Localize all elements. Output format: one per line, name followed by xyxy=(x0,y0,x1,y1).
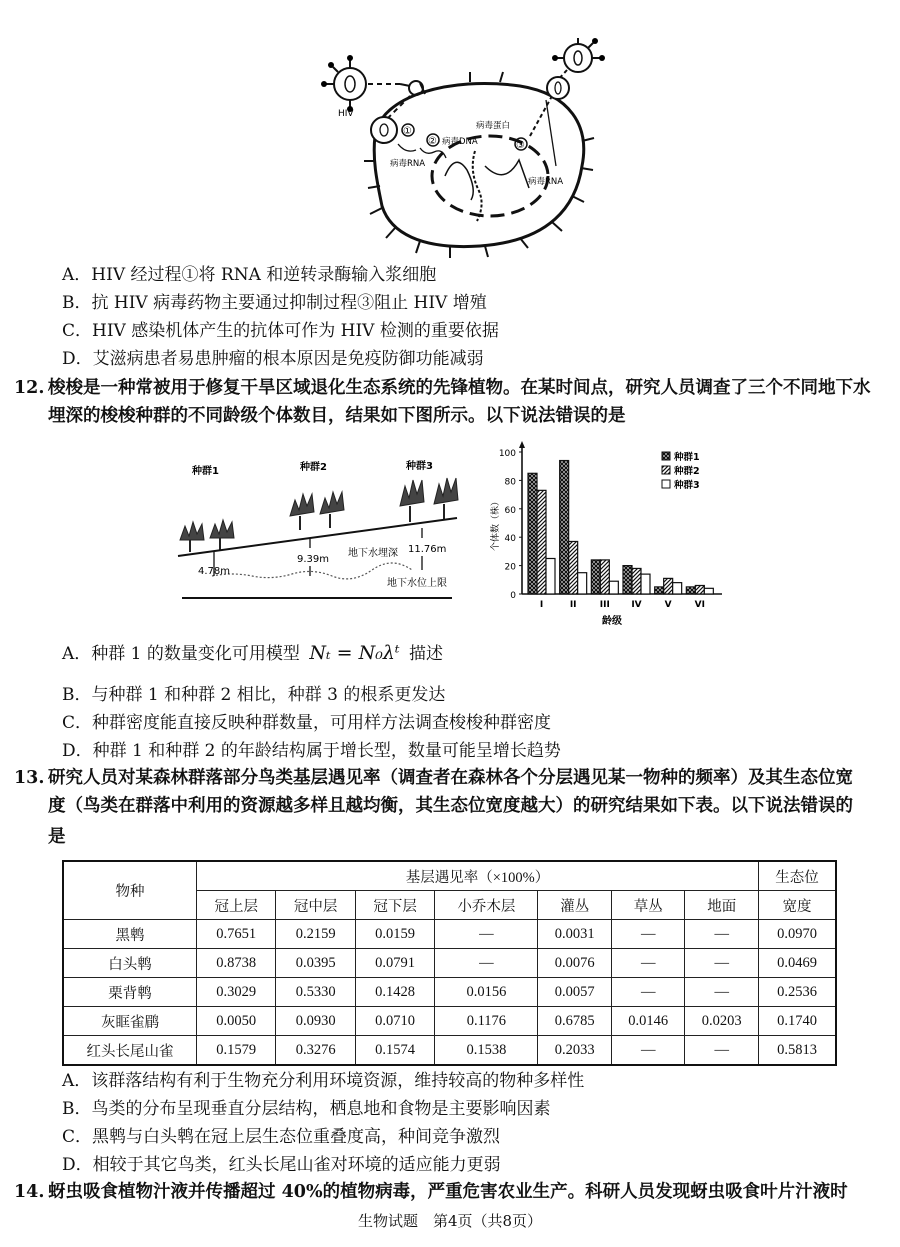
q13-number: 13. xyxy=(14,768,45,788)
encounter-rate-cell: — xyxy=(685,978,759,1007)
encounter-rate-cell: 0.3276 xyxy=(276,1036,355,1066)
encounter-rate-cell: — xyxy=(435,949,538,978)
encounter-rate-cell: — xyxy=(611,978,685,1007)
q11-option-b: B．抗 HIV 病毒药物主要通过抑制过程③阻止 HIV 增殖 xyxy=(62,293,487,313)
x-axis-label: 龄级 xyxy=(602,616,622,627)
encounter-rate-cell: 0.0395 xyxy=(276,949,355,978)
y-axis-arrow-icon xyxy=(519,441,525,448)
encounter-rate-cell: — xyxy=(611,920,685,949)
q12-option-a-formula: Nₜ = N₀λᵗ xyxy=(309,642,400,664)
bar-种群2 xyxy=(600,560,609,594)
q11-option-c: C．HIV 感染机体产生的抗体可作为 HIV 检测的重要依据 xyxy=(62,321,499,341)
encounter-rate-cell: 0.0076 xyxy=(538,949,612,978)
layer-header: 小乔木层 xyxy=(435,891,538,920)
legend-swatch xyxy=(662,480,670,488)
niche-width-cell: 0.2536 xyxy=(759,978,837,1007)
y-tick-label: 20 xyxy=(504,562,516,573)
encounter-rate-cell: 0.0159 xyxy=(355,920,434,949)
niche-width-cell: 0.0970 xyxy=(759,920,837,949)
step2-label: ② xyxy=(428,136,437,147)
species-name-cell: 栗背鹎 xyxy=(63,978,197,1007)
bar-种群2 xyxy=(664,578,673,594)
encounter-rate-cell: 0.0146 xyxy=(611,1007,685,1036)
q11-option-a: A．HIV 经过程①将 RNA 和逆转录酶输入浆细胞 xyxy=(62,265,437,285)
bar-种群2 xyxy=(632,568,641,594)
species-header: 物种 xyxy=(63,861,197,920)
hiv-label: HIV xyxy=(338,109,354,119)
encounter-rate-cell: — xyxy=(611,949,685,978)
q11-option-d: D．艾滋病患者易患肿瘤的根本原因是免疫防御功能减弱 xyxy=(62,349,484,369)
table-row xyxy=(63,978,836,1007)
q13-stem-line2: 度（鸟类在群落中利用的资源越多样且越均衡，其生态位宽度越大）的研究结果如下表。以下说法错误的 xyxy=(48,796,853,816)
depth1-label: 4.78m xyxy=(198,566,231,577)
encounter-rate-cell: 0.6785 xyxy=(538,1007,612,1036)
hiv-infection-diagram xyxy=(320,36,610,258)
x-tick-label: V xyxy=(664,600,672,610)
table-row xyxy=(63,1007,836,1036)
page-footer: 生物试题 第4页（共8页） xyxy=(357,1212,543,1230)
hiv-virion-released xyxy=(552,38,605,72)
bar-种群3 xyxy=(609,581,618,594)
y-tick-label: 40 xyxy=(504,534,516,545)
layer-header: 冠上层 xyxy=(197,891,276,920)
encounter-rate-cell: 0.5330 xyxy=(276,978,355,1007)
q13-option-c: C．黑鹎与白头鹎在冠上层生态位重叠度高，种间竞争激烈 xyxy=(62,1127,501,1147)
encounter-rate-header: 基层遇见率（×100%） xyxy=(197,861,759,891)
encounter-rate-cell: — xyxy=(685,949,759,978)
y-tick-label: 0 xyxy=(510,591,516,601)
q12-option-a xyxy=(62,642,443,665)
q12-option-a-text: A．种群 1 的数量变化可用模型 xyxy=(62,644,300,664)
bar-种群2 xyxy=(537,490,546,594)
encounter-rate-cell: 0.1574 xyxy=(355,1036,434,1066)
q14-number: 14. xyxy=(14,1182,45,1202)
q12-option-b: B．与种群 1 和种群 2 相比，种群 3 的根系更发达 xyxy=(62,685,446,705)
encounter-rate-cell: 0.0050 xyxy=(197,1007,276,1036)
x-tick-label: II xyxy=(569,600,577,610)
age-class-bar-chart xyxy=(486,440,756,628)
encounter-rate-cell: 0.0156 xyxy=(435,978,538,1007)
groundwater-limit-label: 地下水位上限 xyxy=(387,578,447,589)
q12-stem-line1: 梭梭是一种常被用于修复干旱区域退化生态系统的先锋植物。在某时间点，研究人员调查了三个不同地下水 xyxy=(48,378,871,398)
legend-label: 种群2 xyxy=(674,466,700,477)
encounter-rate-cell: 0.0930 xyxy=(276,1007,355,1036)
encounter-rate-cell: 0.1428 xyxy=(355,978,434,1007)
step1-label: ① xyxy=(403,126,412,137)
niche-width-cell: 0.5813 xyxy=(759,1036,837,1066)
encounter-rate-cell: 0.3029 xyxy=(197,978,276,1007)
depth2-label: 9.39m xyxy=(297,554,330,565)
viral-protein-label: 病毒蛋白 xyxy=(476,121,511,131)
legend-label: 种群3 xyxy=(674,480,700,491)
encounter-rate-cell: 0.1176 xyxy=(435,1007,538,1036)
layer-header: 冠中层 xyxy=(276,891,355,920)
encounter-rate-cell: — xyxy=(611,1036,685,1066)
encounter-rate-cell: 0.1579 xyxy=(197,1036,276,1066)
niche-width-header-1: 生态位 xyxy=(759,861,837,891)
viral-rna-right-label: 病毒RNA xyxy=(528,177,564,187)
encounter-rate-cell: 0.1538 xyxy=(435,1036,538,1066)
bar-种群2 xyxy=(695,585,704,594)
bar-种群1 xyxy=(528,473,537,594)
legend-label: 种群1 xyxy=(674,452,700,463)
encounter-rate-cell: 0.0791 xyxy=(355,949,434,978)
q13-option-a: A．该群落结构有利于生物充分利用环境资源，维持较高的物种多样性 xyxy=(62,1071,585,1091)
q12-stem-line2: 埋深的梭梭种群的不同龄级个体数目，结果如下图所示。以下说法错误的是 xyxy=(48,406,626,426)
q13-option-b: B．鸟类的分布呈现垂直分层结构，栖息地和食物是主要影响因素 xyxy=(62,1099,551,1119)
species-name-cell: 红头长尾山雀 xyxy=(63,1036,197,1066)
groundwater-depth-label: 地下水埋深 xyxy=(348,548,398,559)
legend-swatch xyxy=(662,452,670,460)
pop2-label: 种群2 xyxy=(300,462,327,473)
bar-种群3 xyxy=(641,574,650,594)
encounter-rate-cell: 0.0031 xyxy=(538,920,612,949)
nucleus xyxy=(432,136,548,216)
y-tick-label: 100 xyxy=(498,449,516,459)
species-name-cell: 白头鹎 xyxy=(63,949,197,978)
viral-dna-label: 病毒DNA xyxy=(442,137,478,147)
x-tick-label: IV xyxy=(631,600,642,610)
encounter-rate-cell: 0.2159 xyxy=(276,920,355,949)
shrub-icons xyxy=(180,478,458,552)
encounter-rate-cell: 0.2033 xyxy=(538,1036,612,1066)
bar-种群1 xyxy=(591,560,600,594)
bar-种群3 xyxy=(704,588,713,594)
y-tick-label: 80 xyxy=(504,477,516,488)
x-tick-label: I xyxy=(539,600,544,610)
q12-option-d: D．种群 1 和种群 2 的年龄结构属于增长型，数量可能呈增长趋势 xyxy=(62,741,561,761)
pop3-label: 种群3 xyxy=(406,461,433,472)
bar-种群2 xyxy=(569,541,578,594)
q13-stem-line3: 是 xyxy=(48,827,66,847)
q12-number: 12. xyxy=(14,378,45,398)
niche-width-header-2: 宽度 xyxy=(759,891,837,920)
hiv-virion-free xyxy=(321,55,366,112)
y-tick-label: 60 xyxy=(504,505,516,516)
encounter-rate-cell: — xyxy=(435,920,538,949)
x-tick-label: VI xyxy=(694,600,705,610)
species-name-cell: 灰眶雀鹛 xyxy=(63,1007,197,1036)
bar-种群3 xyxy=(546,559,555,595)
encounter-rate-cell: — xyxy=(685,920,759,949)
step3-label: ③ xyxy=(516,140,525,151)
table-row xyxy=(63,920,836,949)
legend-swatch xyxy=(662,466,670,474)
table-row xyxy=(63,1036,836,1066)
q13-stem-line1: 研究人员对某森林群落部分鸟类基层遇见率（调查者在森林各个分层遇见某一物种的频率）及其生态位宽 xyxy=(48,768,853,788)
bar-种群3 xyxy=(673,583,682,594)
encounter-rate-cell: — xyxy=(685,1036,759,1066)
viral-rna-left-label: 病毒RNA xyxy=(390,159,426,169)
pop1-label: 种群1 xyxy=(192,466,219,477)
x-tick-label: III xyxy=(599,600,610,610)
species-name-cell: 黑鹎 xyxy=(63,920,197,949)
y-axis-label: 个体数（株） xyxy=(491,496,501,552)
encounter-rate-cell: 0.7651 xyxy=(197,920,276,949)
encounter-rate-cell: 0.8738 xyxy=(197,949,276,978)
encounter-rate-cell: 0.0710 xyxy=(355,1007,434,1036)
niche-width-cell: 0.1740 xyxy=(759,1007,837,1036)
q14-stem-line1: 蚜虫吸食植物汁液并传播超过 40%的植物病毒，严重危害农业生产。科研人员发现蚜虫吸食叶片汁液时 xyxy=(48,1182,848,1202)
groundwater-depth-diagram xyxy=(172,452,468,607)
encounter-rate-table xyxy=(62,860,837,1066)
table-row xyxy=(63,949,836,978)
bar-种群1 xyxy=(560,461,569,594)
bar-种群1 xyxy=(623,566,632,594)
bar-种群3 xyxy=(578,573,587,594)
layer-header: 地面 xyxy=(685,891,759,920)
niche-width-cell: 0.0469 xyxy=(759,949,837,978)
layer-header: 草丛 xyxy=(611,891,685,920)
layer-header: 灌丛 xyxy=(538,891,612,920)
q13-option-d: D．相较于其它鸟类，红头长尾山雀对环境的适应能力更弱 xyxy=(62,1155,501,1175)
bar-种群1 xyxy=(686,587,695,594)
encounter-rate-cell: 0.0203 xyxy=(685,1007,759,1036)
layer-header: 冠下层 xyxy=(355,891,434,920)
encounter-rate-cell: 0.0057 xyxy=(538,978,612,1007)
q12-option-c: C．种群密度能直接反映种群数量，可用样方法调查梭梭种群密度 xyxy=(62,713,552,733)
depth3-label: 11.76m xyxy=(408,544,447,555)
q12-option-a-suffix: 描述 xyxy=(409,644,443,664)
bar-种群1 xyxy=(655,587,664,594)
